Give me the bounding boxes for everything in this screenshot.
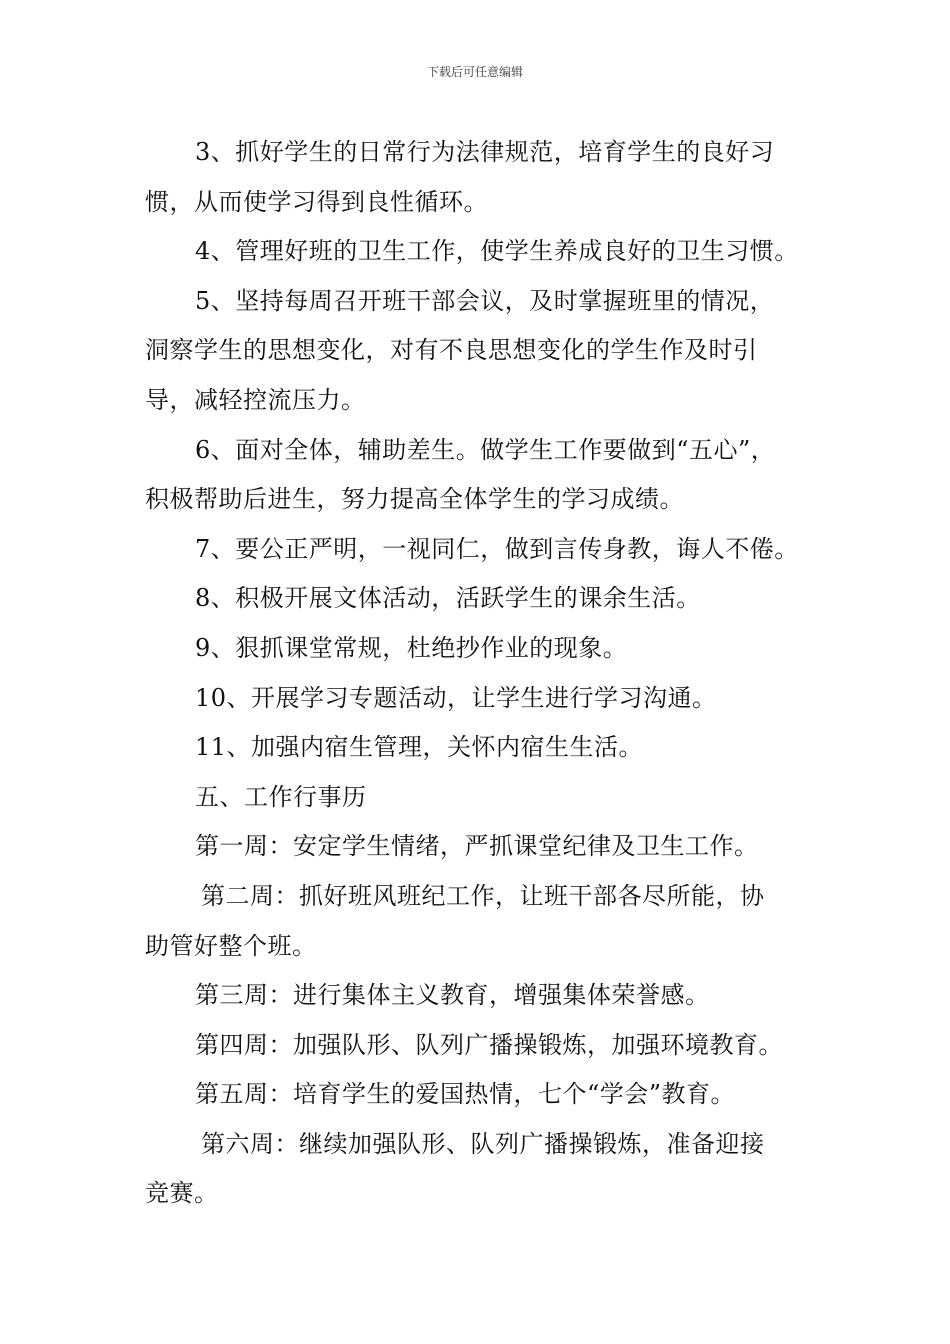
- text-line: 竞赛。: [145, 1179, 219, 1208]
- document-body: [145, 128, 820, 1219]
- text-line: 3、抓好学生的日常行为法律规范，培育学生的良好习: [195, 138, 775, 166]
- text-line: 积极帮助后进生，努力提高全体学生的学习成绩。: [145, 485, 684, 514]
- text-line: 第二周：抓好班风班纪工作，让班干部各尽所能，协: [201, 881, 765, 910]
- text-line: 第三周：进行集体主义教育，增强集体荣誉感。: [195, 981, 710, 1010]
- text-line: 第一周：安定学生情绪，严抓课堂纪律及卫生工作。: [195, 832, 759, 861]
- text-line: 5、坚持每周召开班干部会议，及时掌握班里的情况，: [195, 286, 775, 315]
- text-line: 惯，从而使学习得到良性循环。: [145, 187, 488, 216]
- text-line: 导，减轻控流压力。: [145, 385, 366, 414]
- text-line: 10、开展学习专题活动，让学生进行学习沟通。: [195, 683, 717, 712]
- text-line: 洞察学生的思想变化，对有不良思想变化的学生作及时引: [145, 336, 758, 365]
- text-line: 7、要公正严明，一视同仁，做到言传身教，诲人不倦。: [195, 534, 799, 563]
- text-line: 助管好整个班。: [145, 931, 317, 960]
- text-line: 第五周：培育学生的爱国热情，七个“学会”教育。: [195, 1080, 736, 1109]
- text-line: 11、加强内宿生管理，关怀内宿生生活。: [195, 733, 644, 762]
- text-line: 第四周：加强队形、队列广播操锻炼，加强环境教育。: [195, 1030, 783, 1059]
- text-line: 6、面对全体，辅助差生。做学生工作要做到“五心”，: [195, 435, 776, 464]
- text-line: 9、狠抓课堂常规，杜绝抄作业的现象。: [195, 633, 628, 662]
- text-line: 4、管理好班的卫生工作，使学生养成良好的卫生习惯。: [195, 237, 799, 266]
- page-header: 下载后可任意编辑: [426, 65, 523, 79]
- text-line: 8、积极开展文体活动，活跃学生的课余生活。: [195, 584, 701, 613]
- text-line: 五、工作行事历: [195, 782, 367, 811]
- text-line: 第六周：继续加强队形、队列广播操锻炼，准备迎接: [201, 1129, 765, 1158]
